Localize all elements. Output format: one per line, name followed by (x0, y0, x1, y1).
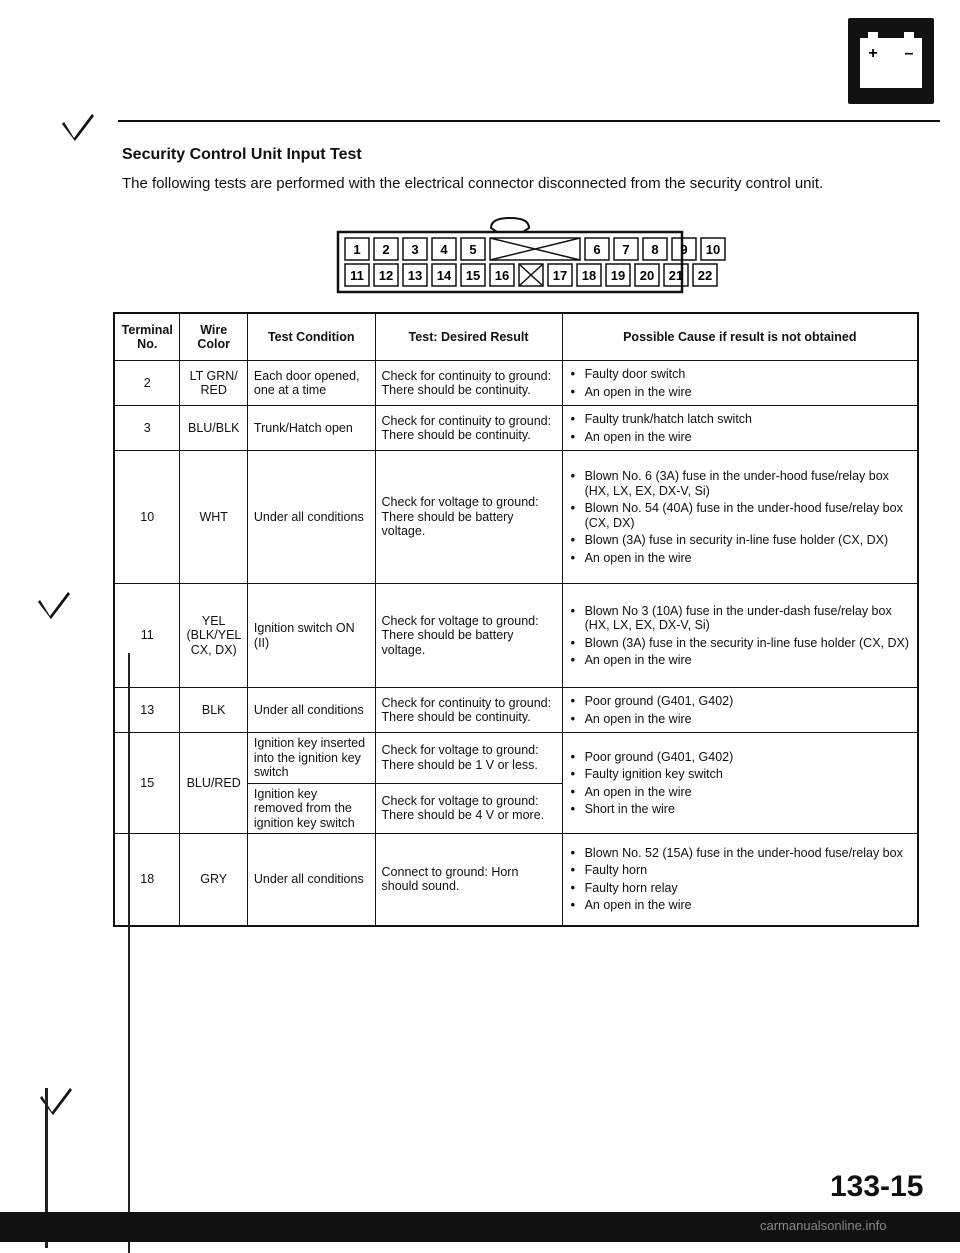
test-condition-cell: Ignition switch ON (II) (247, 584, 375, 688)
connector-pin-label: 19 (610, 268, 626, 283)
connector-pin-label: 8 (651, 242, 659, 257)
cause-item: • Blown No. 6 (3A) fuse in the under-hood fuse/relay box (HX, LX, EX, DX-V, Si) (569, 469, 911, 498)
connector-pin-label: 3 (411, 242, 419, 257)
table-row (114, 688, 918, 733)
wire-color-cell: YEL (BLK/YEL CX, DX) (180, 584, 247, 688)
table-row (114, 361, 918, 406)
cause-item: • Faulty horn relay (569, 881, 911, 896)
cause-item: • Faulty ignition key switch (569, 767, 911, 782)
connector-pin-label: 15 (465, 268, 481, 283)
table-row (114, 834, 918, 926)
connector-diagram (337, 214, 721, 294)
cause-item: • Blown No. 54 (40A) fuse in the under-hood fuse/relay box (CX, DX) (569, 501, 911, 530)
check-mark-icon (38, 590, 72, 620)
connector-pin-label: 4 (440, 242, 448, 257)
connector-pin-label: 10 (705, 242, 721, 257)
possible-cause-cell (562, 451, 918, 584)
header-possible-cause: Possible Cause if result is not obtained (562, 313, 918, 361)
header-test-condition: Test Condition (247, 313, 375, 361)
connector-pin-label: 17 (552, 268, 568, 283)
cause-item: • An open in the wire (569, 785, 911, 800)
connector-blank-x-icon (490, 238, 580, 260)
terminal-cell: 10 (114, 451, 180, 584)
cause-item: • Blown (3A) fuse in the security in-line fuse holder (CX, DX) (569, 636, 911, 651)
cause-item: • Blown No. 52 (15A) fuse in the under-hood fuse/relay box (569, 846, 911, 861)
page-number: 133-15 (830, 1170, 924, 1203)
intro-text: The following tests are performed with the electrical connector disconnected from the security control unit. (122, 175, 824, 192)
test-condition-cell: Each door opened, one at a time (247, 361, 375, 406)
desired-result-cell: Check for voltage to ground: There should be battery voltage. (375, 584, 562, 688)
terminal-cell: 2 (114, 361, 180, 406)
connector-latch-icon (491, 218, 529, 232)
wire-color-cell: BLU/BLK (180, 406, 247, 451)
desired-result-cell: Check for continuity to ground: There should be continuity. (375, 406, 562, 451)
cause-item: • Faulty horn (569, 863, 911, 878)
connector-pin-label: 11 (350, 268, 364, 283)
connector-pin-label: 18 (581, 268, 597, 283)
terminal-cell: 3 (114, 406, 180, 451)
connector-pin-label: 22 (697, 268, 713, 283)
possible-cause-cell (562, 733, 918, 834)
connector-pin-label: 20 (639, 268, 655, 283)
desired-result-cell: Connect to ground: Horn should sound. (375, 834, 562, 926)
desired-result-cell: Check for voltage to ground: There should be 1 V or less. (375, 733, 562, 784)
possible-cause-cell (562, 688, 918, 733)
terminal-cell: 13 (114, 688, 180, 733)
watermark-text: carmanualsonline.info (760, 1218, 887, 1233)
cause-item: • An open in the wire (569, 551, 911, 566)
connector-pin-label: 12 (378, 268, 394, 283)
possible-cause-cell (562, 406, 918, 451)
cause-item: • Poor ground (G401, G402) (569, 694, 911, 709)
table-row (114, 451, 918, 584)
header-terminal: Terminal No. (114, 313, 180, 361)
connector-pin-label: 2 (382, 242, 390, 257)
desired-result-cell: Check for voltage to ground: There should be 4 V or more. (375, 783, 562, 834)
connector-pin-label: 5 (469, 242, 477, 257)
battery-plus-label: + (868, 45, 878, 62)
cause-item: • Blown No 3 (10A) fuse in the under-dash fuse/relay box (HX, LX, EX, DX-V, Si) (569, 604, 911, 633)
desired-result-cell: Check for continuity to ground: There should be continuity. (375, 688, 562, 733)
terminal-cell: 18 (114, 834, 180, 926)
connector-pin-label: 21 (668, 268, 684, 283)
terminal-cell: 15 (114, 733, 180, 834)
test-condition-cell: Ignition key removed from the ignition key switch (247, 783, 375, 834)
test-condition-cell: Ignition key inserted into the ignition key switch (247, 733, 375, 784)
wire-color-cell: GRY (180, 834, 247, 926)
wire-color-cell: BLK (180, 688, 247, 733)
table-row (114, 584, 918, 688)
wire-color-cell: WHT (180, 451, 247, 584)
cause-item: • An open in the wire (569, 653, 911, 668)
cause-item: • Short in the wire (569, 802, 911, 817)
table-header-row (114, 313, 918, 361)
cause-item: • Blown (3A) fuse in security in-line fuse holder (CX, DX) (569, 533, 911, 548)
possible-cause-cell (562, 584, 918, 688)
cause-item: • Faulty trunk/hatch latch switch (569, 412, 911, 427)
header-rule (118, 120, 940, 122)
connector-pin-label: 14 (436, 268, 452, 283)
test-table (113, 312, 919, 927)
header-desired-result: Test: Desired Result (375, 313, 562, 361)
connector-pin-label: 16 (494, 268, 510, 283)
table-row (114, 733, 918, 784)
section-title: Security Control Unit Input Test (122, 146, 362, 163)
test-condition-cell: Under all conditions (247, 451, 375, 584)
cause-item: • Poor ground (G401, G402) (569, 750, 911, 765)
connector-pin-label: 9 (680, 242, 688, 257)
connector-blank-x-icon (519, 264, 543, 286)
cause-item: • An open in the wire (569, 385, 911, 400)
terminal-cell: 11 (114, 584, 180, 688)
desired-result-cell: Check for voltage to ground: There should be battery voltage. (375, 451, 562, 584)
cause-item: • An open in the wire (569, 712, 911, 727)
battery-minus-label: – (904, 45, 914, 62)
battery-icon (848, 18, 934, 104)
test-condition-cell: Under all conditions (247, 688, 375, 733)
cause-item: • An open in the wire (569, 898, 911, 913)
cause-item: • An open in the wire (569, 430, 911, 445)
test-condition-cell: Under all conditions (247, 834, 375, 926)
wire-color-cell: LT GRN/ RED (180, 361, 247, 406)
margin-line (128, 653, 130, 1253)
connector-pin-label: 1 (353, 242, 361, 257)
possible-cause-cell (562, 361, 918, 406)
table-row (114, 406, 918, 451)
possible-cause-cell (562, 834, 918, 926)
check-mark-icon (62, 112, 96, 142)
cause-item: • Faulty door switch (569, 367, 911, 382)
connector-pin-label: 6 (593, 242, 601, 257)
connector-pin-label: 13 (407, 268, 423, 283)
test-condition-cell: Trunk/Hatch open (247, 406, 375, 451)
connector-pin-label: 7 (622, 242, 630, 257)
desired-result-cell: Check for continuity to ground: There should be continuity. (375, 361, 562, 406)
wire-color-cell: BLU/RED (180, 733, 247, 834)
header-wire-color: Wire Color (180, 313, 247, 361)
